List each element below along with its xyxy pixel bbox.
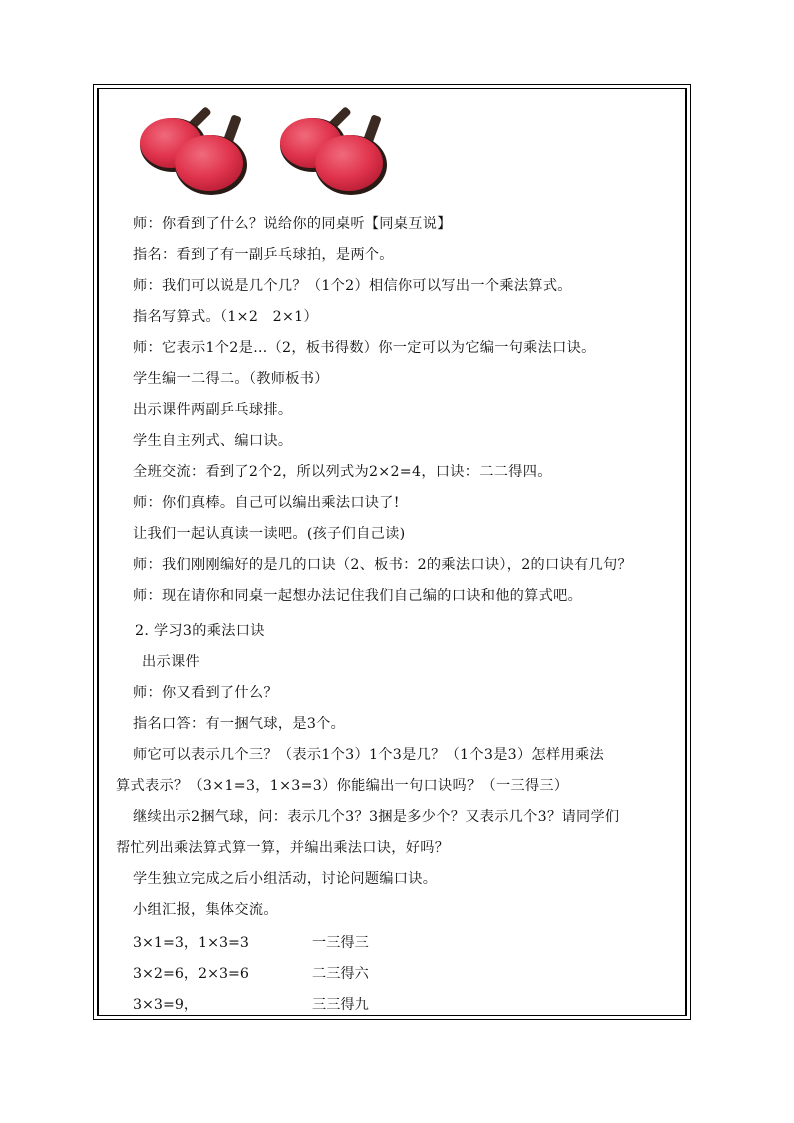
text-line: 指名写算式。（1×2 2×1） <box>133 309 318 325</box>
text-line: 师：我们可以说是几个几？（1个2）相信你可以写出一个乘法算式。 <box>133 278 572 294</box>
text-line: 学生编一二得二。（教师板书） <box>133 371 329 387</box>
text-line: 师：它表示1个2是…（2，板书得数）你一定可以为它编一句乘法口诀。 <box>133 340 596 356</box>
text-line: 全班交流：看到了2个2，所以列式为2×2=4，口诀：二二得四。 <box>133 464 552 480</box>
text-line: 出示课件两副乒乓球排。 <box>133 402 293 418</box>
equation-rhyme: 三三得九 <box>312 997 369 1013</box>
text-line: 学生自主列式、编口诀。 <box>133 433 293 449</box>
text-line: 帮忙列出乘法算式算一算，并编出乘法口诀，好吗？ <box>116 840 450 856</box>
equation-formula: 3×3=9， <box>133 997 199 1013</box>
equation-formula: 3×1=3，1×3=3 <box>133 935 249 951</box>
text-line: 师：我们刚刚编好的是几的口诀（2、板书：2的乘法口诀），2的口诀有几句？ <box>133 557 632 573</box>
text-line: 学生独立完成之后小组活动，讨论问题编口诀。 <box>133 871 438 887</box>
equation-formula: 3×2=6，2×3=6 <box>133 966 249 982</box>
text-line: 师：你看到了什么？说给你的同桌听【同桌互说】 <box>133 216 452 232</box>
paddle-pair-left <box>140 106 247 195</box>
text-line: 指名口答：有一捆气球，是3个。 <box>133 716 346 732</box>
ping-pong-paddles-image <box>135 103 395 199</box>
text-line: 算式表示？（3×1=3，1×3=3）你能编出一句口诀吗？（一三得三） <box>116 778 569 794</box>
text-line: 师：你又看到了什么？ <box>133 685 278 701</box>
text-line: 出示课件 <box>142 654 200 670</box>
section-heading: 2. 学习3的乘法口诀 <box>135 623 265 639</box>
text-line: 师：你们真棒。自己可以编出乘法口诀了! <box>133 495 400 511</box>
equation-rhyme: 二三得六 <box>312 966 369 982</box>
text-line: 继续出示2捆气球，问：表示几个3？3捆是多少个？又表示几个3？请同学们 <box>133 809 620 825</box>
text-line: 师：现在请你和同桌一起想办法记住我们自己编的口诀和他的算式吧。 <box>133 588 583 604</box>
paddle-pair-right <box>280 106 387 195</box>
text-line: 让我们一起认真读一读吧。(孩子们自己读) <box>133 526 406 542</box>
text-line: 师它可以表示几个三？（表示1个3）1个3是几？（1个3是3）怎样用乘法 <box>133 747 604 763</box>
text-line: 小组汇报，集体交流。 <box>133 902 278 918</box>
equation-rhyme: 一三得三 <box>312 935 369 951</box>
text-line: 指名：看到了有一副乒乓球拍，是两个。 <box>133 247 394 263</box>
